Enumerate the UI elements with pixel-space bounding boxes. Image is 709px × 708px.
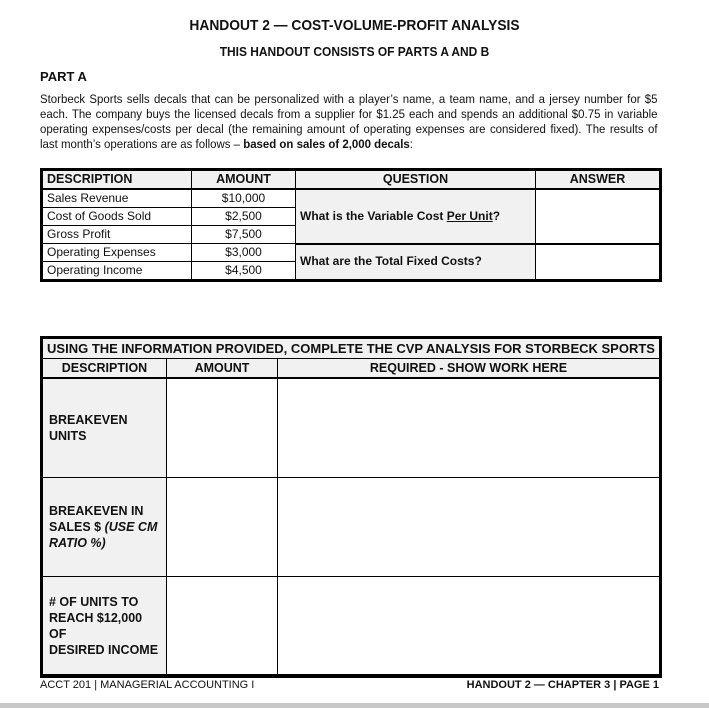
question-1-suffix: ? bbox=[492, 208, 501, 223]
page-bottom-edge bbox=[0, 703, 709, 708]
work-area-breakeven-units[interactable] bbox=[278, 378, 661, 478]
table-row bbox=[42, 478, 661, 577]
part-a-heading: PART A bbox=[40, 69, 87, 84]
cvp-label-breakeven-units bbox=[42, 378, 167, 478]
intro-end: : bbox=[409, 137, 413, 151]
label-line: DESIRED INCOME bbox=[49, 643, 159, 657]
question-fixed-costs: What are the Total Fixed Costs? bbox=[296, 244, 536, 281]
question-1-prefix: What is the Variable Cost bbox=[300, 208, 447, 223]
intro-bold: based on sales of 2,000 decals bbox=[243, 137, 410, 151]
part-a-intro bbox=[40, 92, 658, 152]
work-area-breakeven-sales[interactable] bbox=[278, 478, 661, 577]
answer-fixed-costs[interactable] bbox=[536, 244, 661, 281]
label-line: SALES $ bbox=[49, 520, 105, 534]
label-line: BREAKEVEN bbox=[49, 413, 128, 427]
answer-variable-cost[interactable] bbox=[536, 189, 661, 244]
cvp-col-description: DESCRIPTION bbox=[42, 359, 167, 379]
row-amount: $10,000 bbox=[192, 189, 296, 208]
row-description: Sales Revenue bbox=[42, 189, 192, 208]
col-header-amount: AMOUNT bbox=[192, 170, 296, 190]
row-description: Operating Income bbox=[42, 262, 192, 281]
cvp-banner: USING THE INFORMATION PROVIDED, COMPLETE THE CVP ANALYSIS FOR STORBECK SPORTS bbox=[42, 338, 661, 359]
footer-course: ACCT 201 | MANAGERIAL ACCOUNTING I bbox=[40, 679, 255, 691]
intro-text: Storbeck Sports sells decals that can be personalized with a player’s name, a team name, and a jersey number for $5 each. The company buys the licensed decals from a supplier for $1.25 each and spends an additional $0.75 in variable operating expenses/costs per decal (the remaining amount of operating expenses are considered fixed). The results of last month’s operations are as follows – bbox=[40, 92, 658, 151]
part-a-table bbox=[40, 168, 662, 282]
amount-cell-breakeven-units[interactable] bbox=[167, 378, 278, 478]
cvp-label-units-desired-income bbox=[42, 577, 167, 677]
table-row bbox=[42, 378, 661, 478]
table-row bbox=[42, 244, 661, 262]
label-line: REACH $12,000 OF bbox=[49, 611, 143, 641]
table-row bbox=[42, 577, 661, 677]
row-amount: $2,500 bbox=[192, 208, 296, 226]
row-description: Cost of Goods Sold bbox=[42, 208, 192, 226]
footer-page: HANDOUT 2 — CHAPTER 3 | PAGE 1 bbox=[466, 679, 659, 691]
row-amount: $4,500 bbox=[192, 262, 296, 281]
cvp-label-breakeven-sales bbox=[42, 478, 167, 577]
row-amount: $3,000 bbox=[192, 244, 296, 262]
question-1-underlined: Per Unit bbox=[446, 208, 493, 223]
footer-divider bbox=[40, 674, 659, 675]
label-line: UNITS bbox=[49, 429, 87, 443]
cvp-analysis-table bbox=[40, 336, 662, 678]
question-variable-cost bbox=[296, 189, 536, 244]
row-description: Gross Profit bbox=[42, 226, 192, 244]
row-description: Operating Expenses bbox=[42, 244, 192, 262]
handout-title: HANDOUT 2 — COST-VOLUME-PROFIT ANALYSIS bbox=[189, 17, 520, 34]
label-line: BREAKEVEN IN bbox=[49, 504, 144, 518]
cvp-col-work: REQUIRED - SHOW WORK HERE bbox=[278, 359, 661, 379]
amount-cell-desired-income[interactable] bbox=[167, 577, 278, 677]
col-header-question: QUESTION bbox=[296, 170, 536, 190]
handout-subtitle: THIS HANDOUT CONSISTS OF PARTS A AND B bbox=[219, 44, 490, 59]
amount-cell-breakeven-sales[interactable] bbox=[167, 478, 278, 577]
col-header-description: DESCRIPTION bbox=[42, 170, 192, 190]
label-line: # OF UNITS TO bbox=[49, 595, 139, 609]
row-amount: $7,500 bbox=[192, 226, 296, 244]
label-italic-note: (USE CM RATIO %) bbox=[49, 520, 158, 550]
cvp-col-amount: AMOUNT bbox=[167, 359, 278, 379]
col-header-answer: ANSWER bbox=[536, 170, 661, 190]
table-row bbox=[42, 189, 661, 208]
work-area-desired-income[interactable] bbox=[278, 577, 661, 677]
